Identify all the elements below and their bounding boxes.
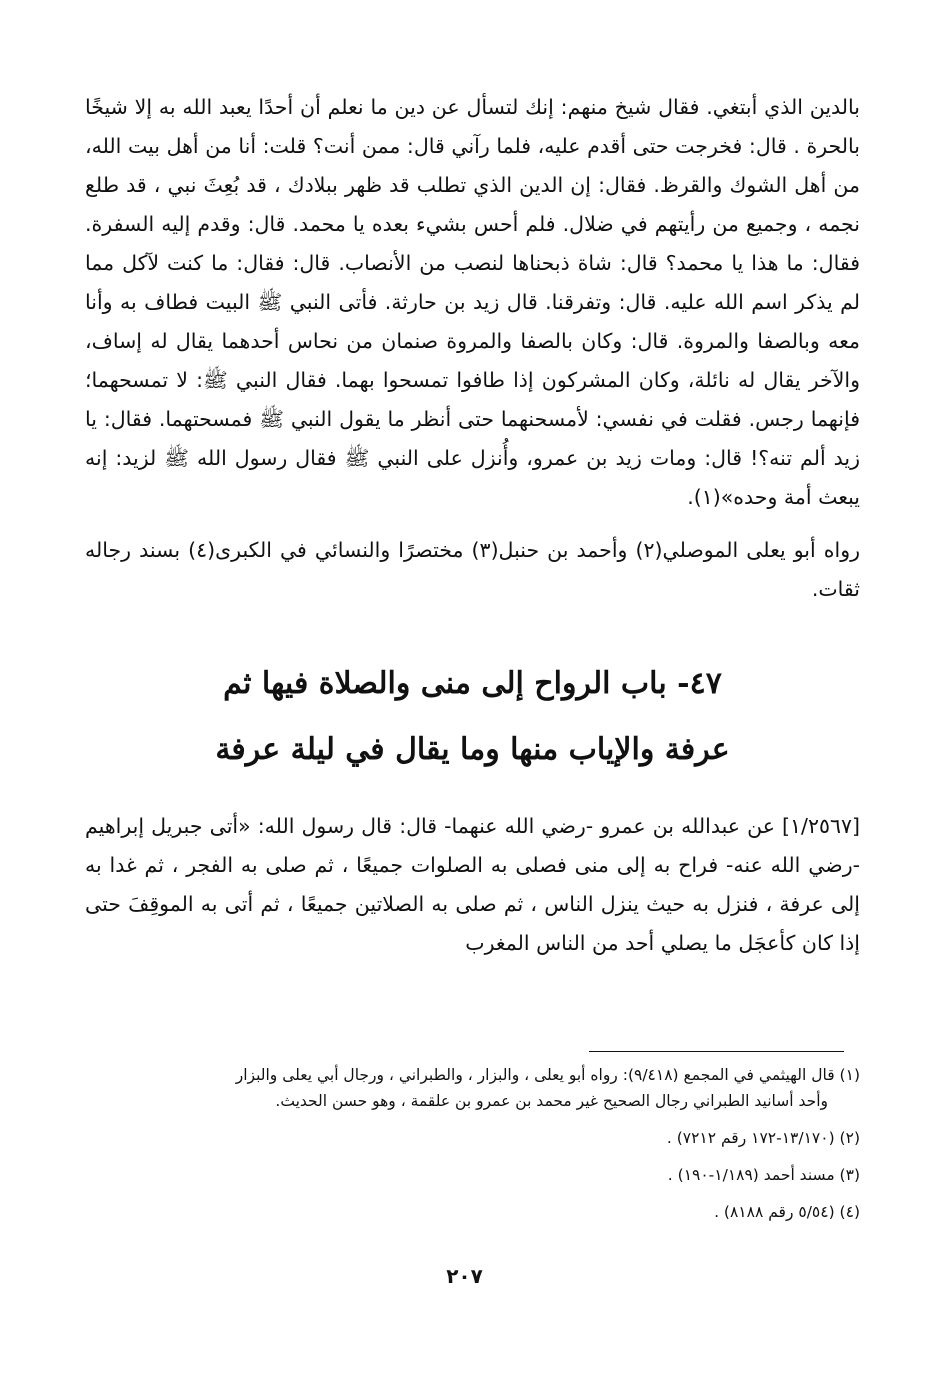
footnotes [85,1062,860,1236]
footnote-4: (٤) (٥/٥٤ رقم ٨١٨٨) . [714,1203,860,1221]
footnote-1 [85,1062,860,1114]
chapter-heading-line-1: ٤٧- باب الرواح إلى منى والصلاة فيها ثم [223,666,722,701]
chapter-heading-line-2: عرفة والإياب منها وما يقال في ليلة عرفة [215,732,730,767]
page-body [85,88,860,963]
footnote-1-line-2: وأحد أسانيد الطبراني رجال الصحيح غير محمد بن عمرو بن علقمة ، وهو حسن الحديث. [275,1092,828,1110]
page-number: ٢٠٧ [446,1264,483,1288]
body-paragraph-2: رواه أبو يعلى الموصلي(٢) وأحمد بن حنبل(٣) مختصرًا والنسائي في الكبرى(٤) بسند رجاله ثقات. [85,538,860,601]
footnote-separator [589,1051,844,1052]
hadith-paragraph: [١/٢٥٦٧] عن عبدالله بن عمرو -رضي الله عنهما- قال: قال رسول الله: «أتى جبريل إبراهيم -رضي الله عنه- فراح به إلى منى فصلى به الصلوات جميعًا ، ثم صلى به الفجر ، ثم غدا به إلى عرفة ، فنزل به حيث ينزل الناس ، ثم صلى به الصلاتين جميعًا ، ثم أتى به الموقِفَ حتى إذا كان كأعجَل ما يصلي أحد من الناس المغرب [85,814,860,955]
footnote-1-line-1: (١) قال الهيثمي في المجمع (٩/٤١٨): رواه أبو يعلى ، والبزار ، والطبراني ، ورجال أبي يعلى والبزار [235,1066,860,1084]
body-paragraph-1: بالدين الذي أبتغي. فقال شيخ منهم: إنك لتسأل عن دين ما نعلم أن أحدًا يعبد الله به إلا شيخًا بالحرة . قال: فخرجت حتى أقدم عليه، فلما رآني قال: ممن أنت؟ قلت: أنا من أهل بيت الله، من أهل الشوك والقرظ. فقال: إن الدين الذي تطلب قد ظهر ببلادك ، قد بُعِثَ نبي ، قد طلع نجمه ، وجميع من رأيتهم في ضلال. فلم أحس بشيء بعده يا محمد. قال: وقدم إليه السفرة. فقال: ما هذا يا محمد؟ قال: شاة ذبحناها لنصب من الأنصاب. قال: فقال: ما كنت لآكل مما لم يذكر اسم الله عليه. قال: وتفرقنا. قال زيد بن حارثة. فأتى النبي ﷺ البيت فطاف به وأنا معه وبالصفا والمروة. قال: وكان بالصفا والمروة صنمان من نحاس أحدهما يقال له إساف، والآخر يقال له نائلة، وكان المشركون إذا طافوا تمسحوا بهما. فقال النبي ﷺ: لا تمسحهما؛ فإنهما رجس. فقلت في نفسي: لأمسحنهما حتى أنظر ما يقول النبي ﷺ فمسحتهما. فقال: يا زيد ألم تنه؟! قال: ومات زيد بن عمرو، وأُنزل على النبي ﷺ فقال رسول الله ﷺ لزيد: إنه يبعث أمة وحده»(١). [85,95,860,509]
chapter-heading [85,651,860,783]
footnote-3: (٣) مسند أحمد (١/١٨٩-١٩٠) . [667,1166,860,1184]
footnote-2: (٢) (١٣/١٧٠-١٧٢ رقم ٧٢١٢) . [666,1129,860,1147]
